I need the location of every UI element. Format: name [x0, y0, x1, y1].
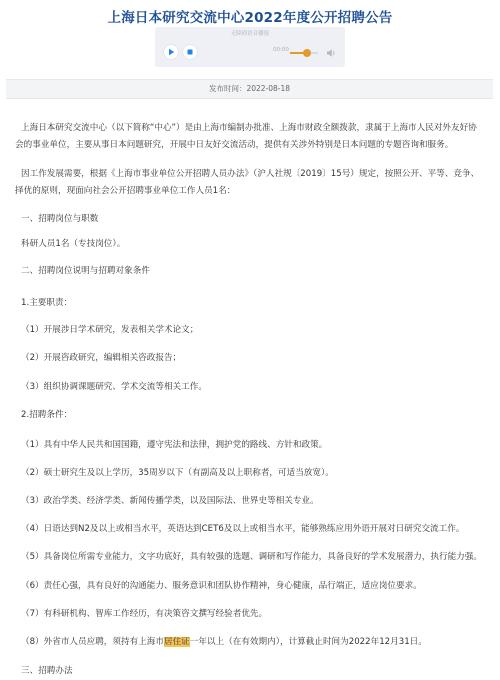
meta-bar: [6, 79, 493, 99]
duties-heading: 1.主要职责：: [21, 298, 73, 308]
requirement-item: （3）政治学类、经济学类、新闻传播学类，以及国际法、世界史等相关专业。: [21, 496, 319, 506]
highlighted-term: 居住证: [163, 637, 190, 647]
audio-player: [155, 27, 345, 67]
requirements-heading: 2.招聘条件：: [21, 410, 73, 420]
play-button[interactable]: [164, 45, 178, 59]
duty-item: （1）开展涉日学术研究，发表相关学术论文；: [21, 325, 199, 335]
section-heading-conditions: 二、招聘岗位说明与招聘对象条件: [21, 266, 150, 276]
stop-icon: [183, 45, 197, 59]
speaker-icon[interactable]: [325, 47, 337, 59]
requirement-item: （2）硕士研究生及以上学历，35周岁以下（有副高及以上职称者，可适当放宽）。: [21, 468, 334, 478]
position-count: 科研人员1名（专技岗位）。: [21, 239, 126, 249]
publish-date: 发布时间：2022-08-18: [208, 84, 291, 93]
volume-slider[interactable]: [290, 52, 318, 54]
play-icon: [164, 45, 178, 59]
duty-item: （2）开展咨政研究，编辑相关咨政报告；: [21, 353, 182, 363]
stop-button[interactable]: [183, 45, 197, 59]
requirement-item: （6）责任心强，具有良好的沟通能力、服务意识和团队协作精神，身心健康，品行端正，适应岗位要求。: [21, 581, 422, 591]
requirement-item: （4）日语达到N2及以上或相当水平，英语达到CET6及以上或相当水平，能够熟练应用外语开展对日研究交流工作。: [21, 524, 465, 534]
requirement-item: （7）有科研机构、智库工作经历，有决策咨文撰写经验者优先。: [21, 609, 268, 619]
requirement-item: （5）具备岗位所需专业能力，文字功底好，具有较强的选题、调研和写作能力，具备良好的学术发展潜力，执行能力强。: [21, 552, 482, 562]
requirement-text: （8）外省市人员应聘，须持有上海市: [21, 637, 164, 647]
page-title: 上海日本研究交流中心2022年度公开招聘公告: [107, 10, 393, 26]
volume-knob[interactable]: [303, 49, 311, 57]
intro-paragraph: 上海日本研究交流中心（以下简称“中心”）是由上海市编制办批准、上海市财政全额拨款，隶属于上海市人民对外友好协会的事业单位，主要从事日本问题研究，开展中日友好交流活动，提供有关涉外特别是日本问题的专题咨询和服务。: [15, 123, 477, 150]
section-heading-positions: 一、招聘岗位与职数: [21, 214, 99, 224]
audio-player-caption: 无障碍语音播报: [230, 31, 270, 37]
requirement-text: 一年以上（在有效期内），计算截止时间为2022年12月31日。: [189, 637, 427, 647]
requirement-item: [15, 634, 485, 651]
section-heading-method: 三、招聘办法: [21, 666, 73, 676]
duty-item: （3）组织协调课题研究、学术交流等相关工作。: [21, 382, 207, 392]
requirement-item: （1）具有中华人民共和国国籍，遵守宪法和法律，拥护党的路线、方针和政策。: [21, 440, 328, 450]
policy-paragraph: 因工作发展需要，根据《上海市事业单位公开招聘人员办法》（沪人社规〔2019〕15号）规定，按照公开、平等、竞争、择优的原则，现面向社会公开招聘事业单位工作人员1名：: [15, 169, 480, 196]
current-time: 00:00: [273, 47, 289, 53]
